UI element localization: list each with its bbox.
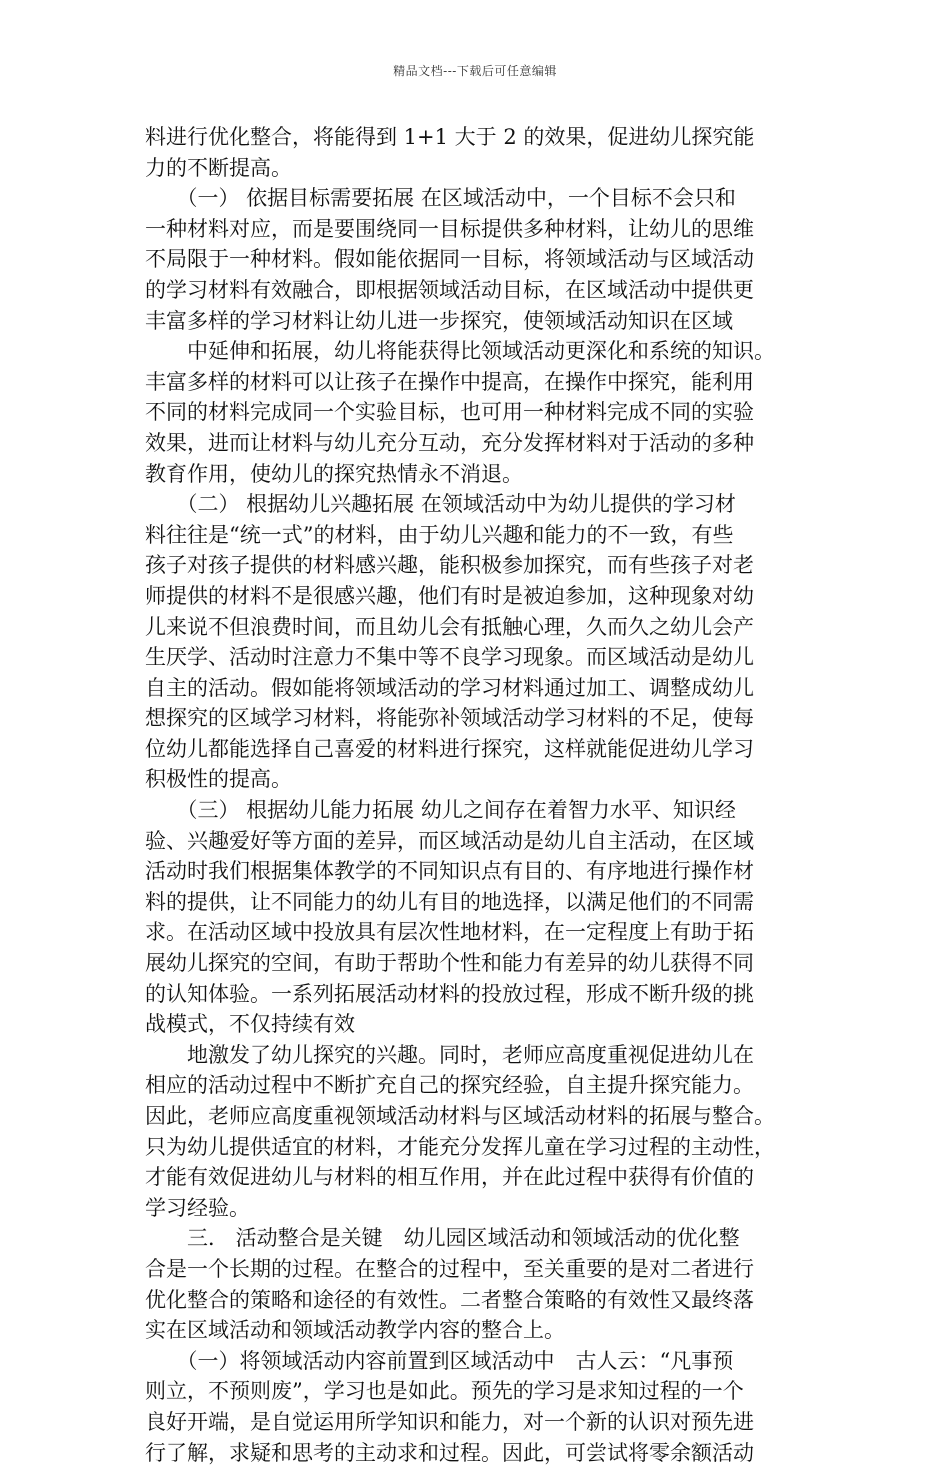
text-line: 地激发了幼儿探究的兴趣。同时，老师应高度重视促进幼儿在 [145, 1042, 754, 1067]
page-header: 精品文档---下载后可任意编辑 [393, 64, 557, 78]
text-line: 的学习材料有效融合，即根据领域活动目标，在区域活动中提供更 [145, 277, 754, 302]
text-line: 中延伸和拓展，幼儿将能获得比领域活动更深化和系统的知识。 [145, 339, 775, 364]
text-line: 丰富多样的材料可以让孩子在操作中提高，在操作中探究，能利用 [145, 369, 754, 394]
text-line: 学习经验。 [145, 1195, 250, 1220]
text-line: 师提供的材料不是很感兴趣，他们有时是被迫参加，这种现象对幼 [145, 583, 754, 608]
text-line: 展幼儿探究的空间，有助于帮助个性和能力有差异的幼儿获得不同 [145, 951, 754, 976]
text-line: （一）将领域活动内容前置到区域活动中 古人云：“凡事预 [145, 1348, 734, 1373]
text-line: 相应的活动过程中不断扩充自己的探究经验，自主提升探究能力。 [145, 1073, 754, 1098]
text-line: 教育作用，使幼儿的探究热情永不消退。 [145, 461, 523, 486]
text-line: 位幼儿都能选择自己喜爱的材料进行探究，这样就能促进幼儿学习 [145, 736, 754, 761]
text-line: 料往往是“统一式”的材料，由于幼儿兴趣和能力的不一致，有些 [145, 522, 734, 547]
text-line: 三． 活动整合是关键 幼儿园区域活动和领域活动的优化整 [145, 1226, 740, 1251]
document-body [145, 122, 815, 1468]
text-line: 积极性的提高。 [145, 767, 292, 792]
text-line: 不同的材料完成同一个实验目标，也可用一种材料完成不同的实验 [145, 400, 754, 425]
text-line: 的认知体验。一系列拓展活动材料的投放过程，形成不断升级的挑 [145, 981, 754, 1006]
text-line: 儿来说不但浪费时间，而且幼儿会有抵触心理，久而久之幼儿会产 [145, 614, 754, 639]
text-line: 良好开端，是自觉运用所学知识和能力，对一个新的认识对预先进 [145, 1409, 754, 1434]
text-line: 合是一个长期的过程。在整合的过程中，至关重要的是对二者进行 [145, 1256, 754, 1281]
text-line: 求。在活动区域中投放具有层次性地材料，在一定程度上有助于拓 [145, 920, 754, 945]
text-line: 活动时我们根据集体教学的不同知识点有目的、有序地进行操作材 [145, 859, 754, 884]
text-line: 丰富多样的学习材料让幼儿进一步探究，使领域活动知识在区域 [145, 308, 733, 333]
text-line: 则立，不预则废”，学习也是如此。预先的学习是求知过程的一个 [145, 1379, 744, 1404]
text-line: 行了解，求疑和思考的主动求和过程。因此，可尝试将零余额活动 [145, 1440, 754, 1465]
text-line: 生厌学、活动时注意力不集中等不良学习现象。而区域活动是幼儿 [145, 645, 754, 670]
text-line: 验、兴趣爱好等方面的差异，而区域活动是幼儿自主活动，在区域 [145, 828, 754, 853]
text-line: 因此，老师应高度重视领域活动材料与区域活动材料的拓展与整合。 [145, 1104, 775, 1128]
text-line: 优化整合的策略和途径的有效性。二者整合策略的有效性又最终落 [145, 1287, 754, 1312]
text-line: （一） 依据目标需要拓展 在区域活动中，一个目标不会只和 [145, 186, 736, 211]
text-line: 孩子对孩子提供的材料感兴趣，能积极参加探究，而有些孩子对老 [145, 553, 754, 578]
text-line: 力的不断提高。 [145, 155, 292, 180]
text-line: 不局限于一种材料。假如能依据同一目标，将领域活动与区域活动 [145, 247, 754, 272]
text-line: 实在区域活动和领域活动教学内容的整合上。 [145, 1318, 565, 1343]
text-line: 一种材料对应，而是要围绕同一目标提供多种材料，让幼儿的思维 [145, 216, 754, 241]
text-line: 只为幼儿提供适宜的材料，才能充分发挥儿童在学习过程的主动性， [145, 1134, 775, 1159]
text-line: 料进行优化整合，将能得到 1+1 大于 2 的效果，促进幼儿探究能 [145, 125, 755, 149]
text-line: 才能有效促进幼儿与材料的相互作用，并在此过程中获得有价值的 [145, 1165, 754, 1190]
text-line: 料的提供，让不同能力的幼儿有目的地选择，以满足他们的不同需 [145, 889, 754, 914]
text-line: 自主的活动。假如能将领域活动的学习材料通过加工、调整成幼儿 [145, 675, 754, 700]
text-line: （二） 根据幼儿兴趣拓展 在领域活动中为幼儿提供的学习材 [145, 492, 736, 517]
text-line: 想探究的区域学习材料，将能弥补领域活动学习材料的不足，使每 [145, 706, 754, 731]
text-line: （三） 根据幼儿能力拓展 幼儿之间存在着智力水平、知识经 [145, 798, 736, 823]
text-line: 战模式，不仅持续有效 [145, 1012, 355, 1037]
text-line: 效果，进而让材料与幼儿充分互动，充分发挥材料对于活动的多种 [145, 430, 754, 455]
